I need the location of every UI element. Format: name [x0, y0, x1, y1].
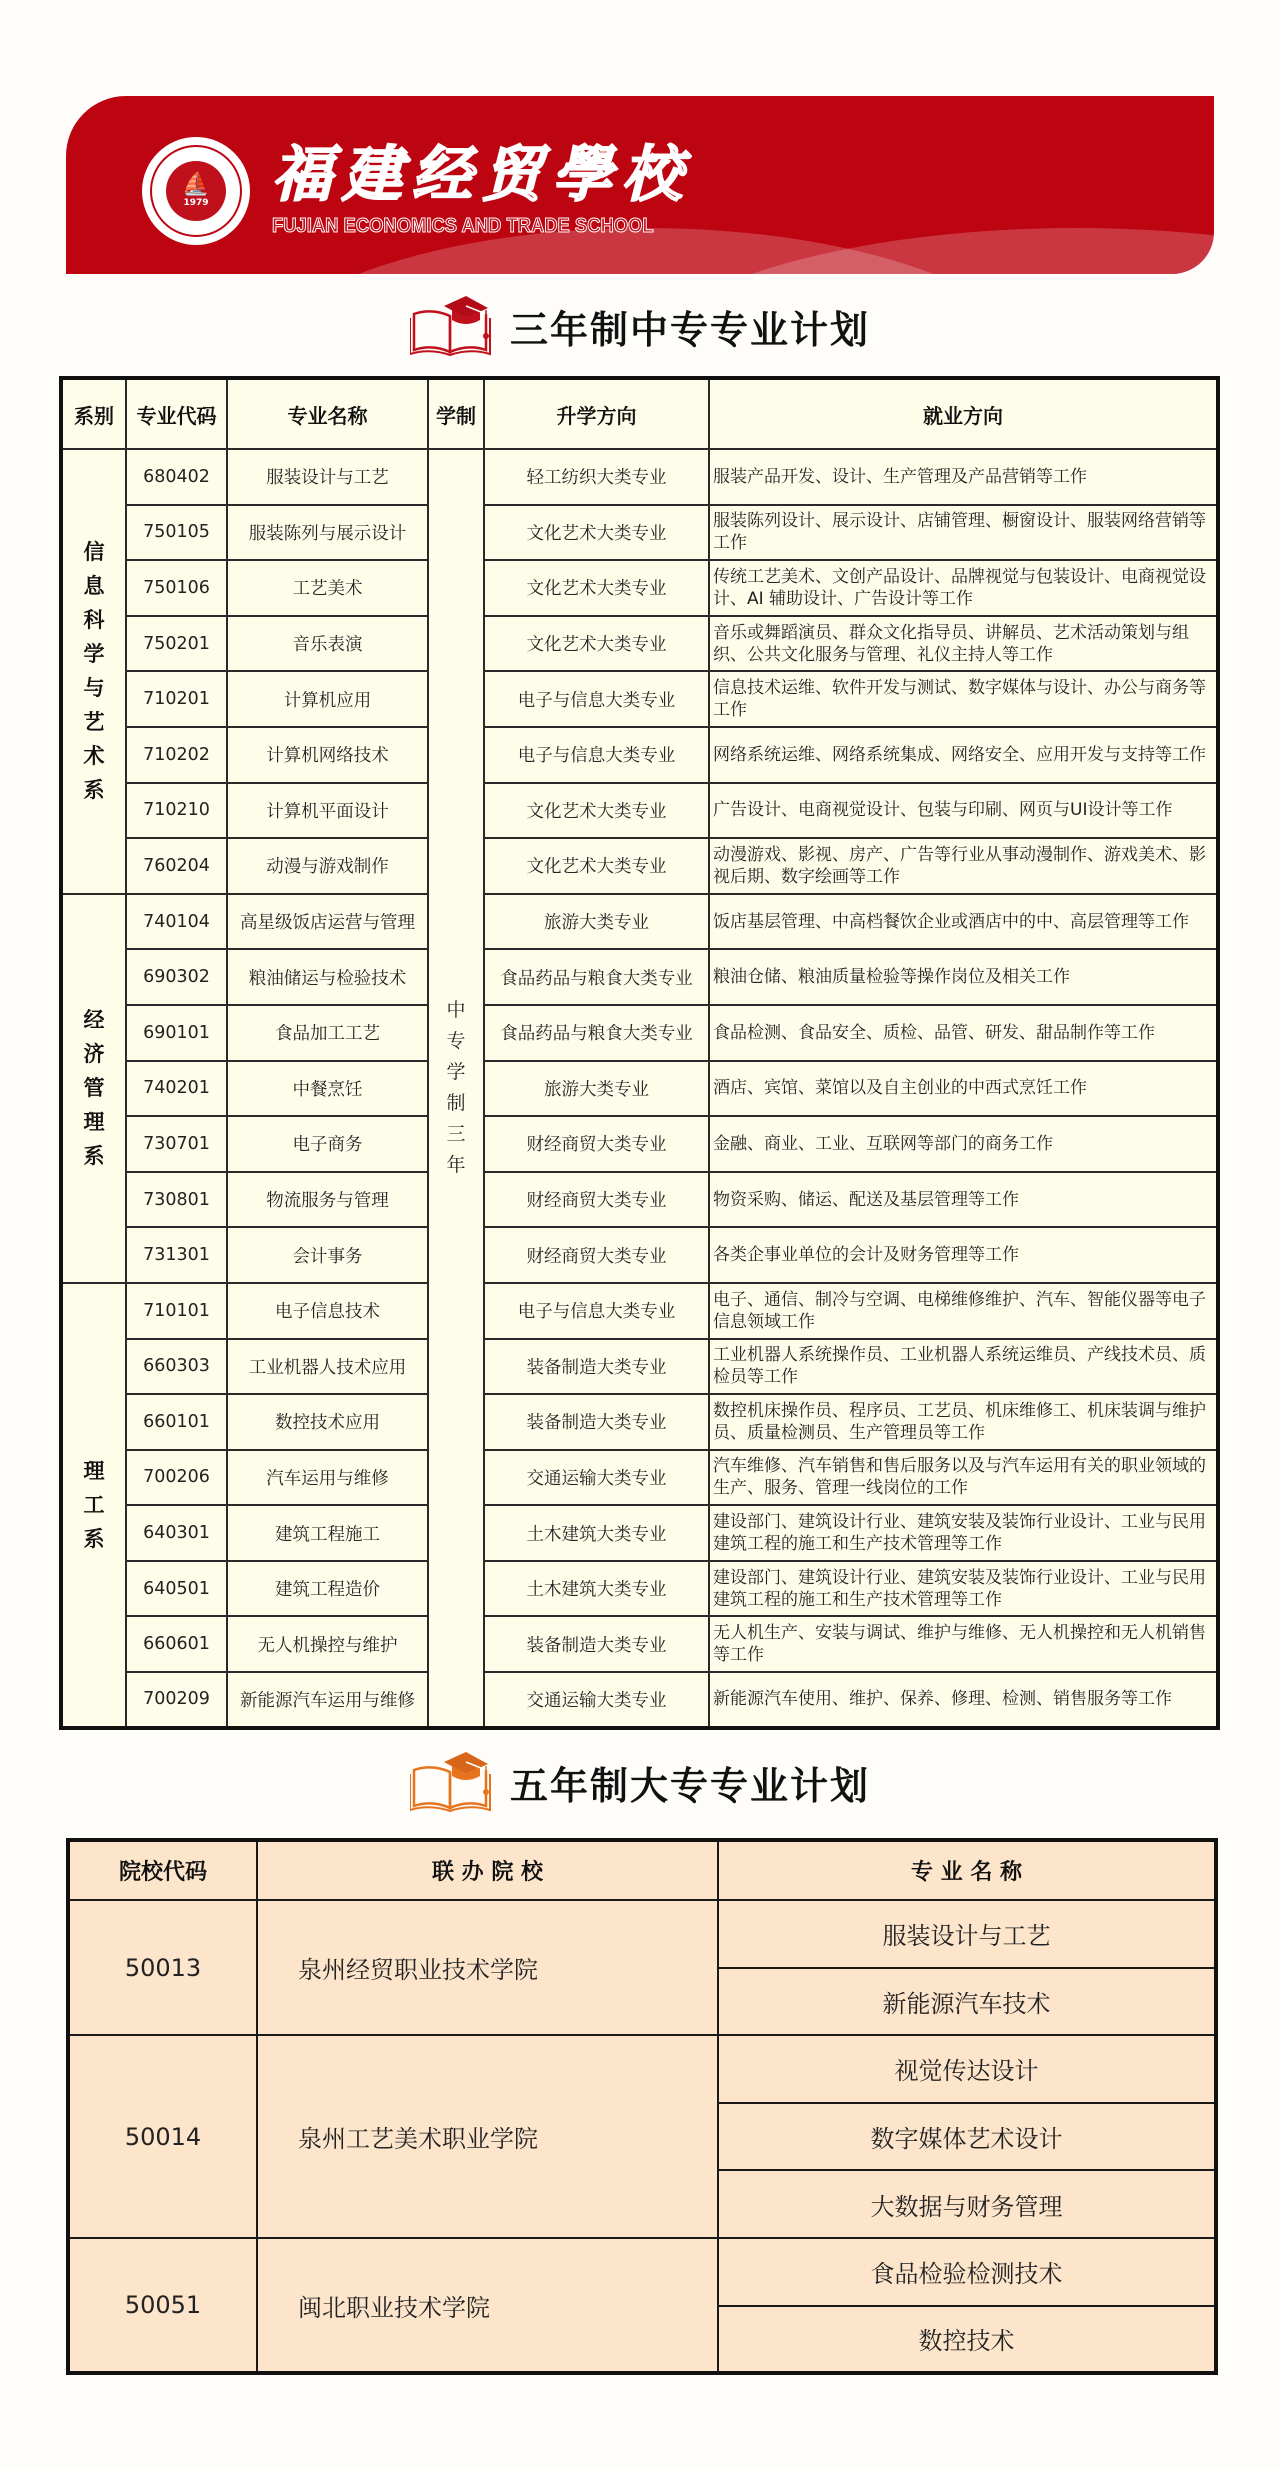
column-header: 系别	[61, 378, 126, 449]
major-name: 计算机应用	[227, 671, 428, 727]
major-code: 740104	[126, 894, 227, 950]
major-code: 640501	[126, 1561, 227, 1617]
table-row	[61, 505, 1218, 561]
career-direction: 动漫游戏、影视、房产、广告等行业从事动漫制作、游戏美术、影视后期、数字绘画等工作	[709, 838, 1218, 894]
major-name: 新能源汽车技术	[718, 1968, 1216, 2036]
major-name: 服装陈列与展示设计	[227, 505, 428, 561]
major-code: 730701	[126, 1116, 227, 1172]
column-header: 联 办 院 校	[257, 1840, 718, 1900]
major-code: 731301	[126, 1227, 227, 1283]
career-direction: 信息技术运维、软件开发与测试、数字媒体与设计、办公与商务等工作	[709, 671, 1218, 727]
book-graduation-cap-icon	[410, 1752, 494, 1812]
column-header: 院校代码	[68, 1840, 257, 1900]
major-name: 食品检验检测技术	[718, 2238, 1216, 2306]
major-code: 700209	[126, 1672, 227, 1728]
further-study-direction: 文化艺术大类专业	[484, 616, 709, 672]
college-code: 50013	[68, 1900, 257, 2035]
major-name: 粮油储运与检验技术	[227, 949, 428, 1005]
career-direction: 汽车维修、汽车销售和售后服务以及与汽车运用有关的职业领域的生产、服务、管理一线岗位的工作	[709, 1450, 1218, 1506]
partner-college: 泉州经贸职业技术学院	[257, 1900, 718, 2035]
major-name: 数字媒体艺术设计	[718, 2103, 1216, 2171]
further-study-direction: 旅游大类专业	[484, 1061, 709, 1117]
column-header: 就业方向	[709, 378, 1218, 449]
major-code: 750106	[126, 560, 227, 616]
table-row	[61, 1116, 1218, 1172]
college-code: 50014	[68, 2035, 257, 2238]
further-study-direction: 装备制造大类专业	[484, 1616, 709, 1672]
book-graduation-cap-icon	[410, 296, 494, 356]
school-logo	[142, 137, 250, 245]
further-study-direction: 旅游大类专业	[484, 894, 709, 950]
further-study-direction: 电子与信息大类专业	[484, 671, 709, 727]
table-row	[61, 949, 1218, 1005]
column-header: 专业名称	[227, 378, 428, 449]
further-study-direction: 装备制造大类专业	[484, 1339, 709, 1395]
major-name: 数控技术应用	[227, 1394, 428, 1450]
table-row	[61, 1227, 1218, 1283]
career-direction: 建设部门、建筑设计行业、建筑安装及装饰行业设计、工业与民用建筑工程的施工和生产技术管理等工作	[709, 1561, 1218, 1617]
table-row	[61, 1561, 1218, 1617]
career-direction: 建设部门、建筑设计行业、建筑安装及装饰行业设计、工业与民用建筑工程的施工和生产技术管理等工作	[709, 1505, 1218, 1561]
career-direction: 新能源汽车使用、维护、保养、修理、检测、销售服务等工作	[709, 1672, 1218, 1728]
major-name: 动漫与游戏制作	[227, 838, 428, 894]
major-name: 电子商务	[227, 1116, 428, 1172]
major-name: 服装设计与工艺	[227, 449, 428, 505]
section-title-three-year	[0, 296, 1280, 356]
major-code: 740201	[126, 1061, 227, 1117]
career-direction: 物资采购、储运、配送及基层管理等工作	[709, 1172, 1218, 1228]
major-name: 工业机器人技术应用	[227, 1339, 428, 1395]
section-title-text: 五年制大专专业计划	[509, 1763, 870, 1808]
table-row	[61, 1061, 1218, 1117]
major-name: 食品加工工艺	[227, 1005, 428, 1061]
major-code: 660601	[126, 1616, 227, 1672]
further-study-direction: 文化艺术大类专业	[484, 783, 709, 839]
table-row	[61, 560, 1218, 616]
table-row	[61, 449, 1218, 505]
column-header: 专 业 名 称	[718, 1840, 1216, 1900]
further-study-direction: 文化艺术大类专业	[484, 838, 709, 894]
career-direction: 电子、通信、制冷与空调、电梯维修维护、汽车、智能仪器等电子信息领域工作	[709, 1283, 1218, 1339]
department-cell: 理工系	[61, 1283, 126, 1728]
logo-year: 1979	[183, 198, 209, 208]
career-direction: 无人机生产、安装与调试、维护与维修、无人机操控和无人机销售等工作	[709, 1616, 1218, 1672]
duration-cell: 中专学制三年	[428, 449, 484, 1728]
major-name: 建筑工程施工	[227, 1505, 428, 1561]
major-code: 730801	[126, 1172, 227, 1228]
three-year-program-table	[59, 376, 1220, 1730]
career-direction: 饭店基层管理、中高档餐饮企业或酒店中的中、高层管理等工作	[709, 894, 1218, 950]
career-direction: 广告设计、电商视觉设计、包装与印刷、网页与UI设计等工作	[709, 783, 1218, 839]
major-code: 640301	[126, 1505, 227, 1561]
major-name: 计算机网络技术	[227, 727, 428, 783]
career-direction: 酒店、宾馆、菜馆以及自主创业的中西式烹饪工作	[709, 1061, 1218, 1117]
department-cell: 信息科学与艺术系	[61, 449, 126, 894]
career-direction: 数控机床操作员、程序员、工艺员、机床维修工、机床装调与维护员、质量检测员、生产管理员等工作	[709, 1394, 1218, 1450]
table-row	[61, 1394, 1218, 1450]
table-row	[61, 1005, 1218, 1061]
department-cell: 经济管理系	[61, 894, 126, 1283]
major-code: 750201	[126, 616, 227, 672]
table-row	[61, 1616, 1218, 1672]
partner-college: 闽北职业技术学院	[257, 2238, 718, 2373]
table-row	[61, 1505, 1218, 1561]
table-row	[61, 1672, 1218, 1728]
five-year-program-table	[66, 1838, 1218, 2375]
further-study-direction: 财经商贸大类专业	[484, 1172, 709, 1228]
table-row	[68, 2035, 1216, 2103]
career-direction: 粮油仓储、粮油质量检验等操作岗位及相关工作	[709, 949, 1218, 1005]
career-direction: 网络系统运维、网络系统集成、网络安全、应用开发与支持等工作	[709, 727, 1218, 783]
table-row	[61, 1450, 1218, 1506]
table-row	[61, 671, 1218, 727]
major-name: 计算机平面设计	[227, 783, 428, 839]
major-name: 音乐表演	[227, 616, 428, 672]
major-name: 服装设计与工艺	[718, 1900, 1216, 1968]
major-name: 无人机操控与维护	[227, 1616, 428, 1672]
major-name: 电子信息技术	[227, 1283, 428, 1339]
major-code: 760204	[126, 838, 227, 894]
table-row	[61, 783, 1218, 839]
table-header-row	[61, 378, 1218, 449]
further-study-direction: 食品药品与粮食大类专业	[484, 1005, 709, 1061]
further-study-direction: 装备制造大类专业	[484, 1394, 709, 1450]
major-name: 中餐烹饪	[227, 1061, 428, 1117]
major-name: 建筑工程造价	[227, 1561, 428, 1617]
further-study-direction: 轻工纺织大类专业	[484, 449, 709, 505]
further-study-direction: 财经商贸大类专业	[484, 1227, 709, 1283]
further-study-direction: 交通运输大类专业	[484, 1450, 709, 1506]
major-code: 710202	[126, 727, 227, 783]
career-direction: 金融、商业、工业、互联网等部门的商务工作	[709, 1116, 1218, 1172]
major-name: 数控技术	[718, 2306, 1216, 2374]
career-direction: 服装产品开发、设计、生产管理及产品营销等工作	[709, 449, 1218, 505]
career-direction: 音乐或舞蹈演员、群众文化指导员、讲解员、艺术活动策划与组织、公共文化服务与管理、礼仪主持人等工作	[709, 616, 1218, 672]
table-row	[68, 1900, 1216, 1968]
major-code: 750105	[126, 505, 227, 561]
major-code: 660101	[126, 1394, 227, 1450]
table-row	[68, 2238, 1216, 2306]
further-study-direction: 财经商贸大类专业	[484, 1116, 709, 1172]
further-study-direction: 电子与信息大类专业	[484, 727, 709, 783]
further-study-direction: 电子与信息大类专业	[484, 1283, 709, 1339]
major-code: 710101	[126, 1283, 227, 1339]
career-direction: 各类企事业单位的会计及财务管理等工作	[709, 1227, 1218, 1283]
major-name: 新能源汽车运用与维修	[227, 1672, 428, 1728]
major-code: 680402	[126, 449, 227, 505]
table-row	[61, 894, 1218, 950]
major-name: 物流服务与管理	[227, 1172, 428, 1228]
career-direction: 传统工艺美术、文创产品设计、品牌视觉与包装设计、电商视觉设计、AI 辅助设计、广告设计等工作	[709, 560, 1218, 616]
school-name-cn: 福建经贸學校	[272, 140, 692, 210]
partner-college: 泉州工艺美术职业学院	[257, 2035, 718, 2238]
major-name: 视觉传达设计	[718, 2035, 1216, 2103]
further-study-direction: 食品药品与粮食大类专业	[484, 949, 709, 1005]
sailboat-icon: ⛵	[182, 172, 210, 197]
section-title-five-year	[0, 1752, 1280, 1812]
major-code: 690101	[126, 1005, 227, 1061]
career-direction: 食品检测、食品安全、质检、品管、研发、甜品制作等工作	[709, 1005, 1218, 1061]
table-row	[61, 616, 1218, 672]
table-row	[61, 727, 1218, 783]
major-code: 710210	[126, 783, 227, 839]
major-name: 汽车运用与维修	[227, 1450, 428, 1506]
major-code: 660303	[126, 1339, 227, 1395]
table-row	[61, 838, 1218, 894]
major-name: 大数据与财务管理	[718, 2170, 1216, 2238]
table-row	[61, 1339, 1218, 1395]
section-title-text: 三年制中专专业计划	[509, 307, 870, 352]
career-direction: 工业机器人系统操作员、工业机器人系统运维员、产线技术员、质检员等工作	[709, 1339, 1218, 1395]
further-study-direction: 文化艺术大类专业	[484, 505, 709, 561]
further-study-direction: 土木建筑大类专业	[484, 1505, 709, 1561]
table-header-row	[68, 1840, 1216, 1900]
further-study-direction: 文化艺术大类专业	[484, 560, 709, 616]
major-code: 700206	[126, 1450, 227, 1506]
table-row	[61, 1172, 1218, 1228]
column-header: 学制	[428, 378, 484, 449]
major-name: 高星级饭店运营与管理	[227, 894, 428, 950]
major-name: 会计事务	[227, 1227, 428, 1283]
school-name-en: FUJIAN ECONOMICS AND TRADE SCHOOL	[272, 215, 654, 237]
column-header: 升学方向	[484, 378, 709, 449]
major-code: 690302	[126, 949, 227, 1005]
further-study-direction: 交通运输大类专业	[484, 1672, 709, 1728]
further-study-direction: 土木建筑大类专业	[484, 1561, 709, 1617]
major-code: 710201	[126, 671, 227, 727]
career-direction: 服装陈列设计、展示设计、店铺管理、橱窗设计、服装网络营销等工作	[709, 505, 1218, 561]
college-code: 50051	[68, 2238, 257, 2373]
column-header: 专业代码	[126, 378, 227, 449]
table-row	[61, 1283, 1218, 1339]
major-name: 工艺美术	[227, 560, 428, 616]
